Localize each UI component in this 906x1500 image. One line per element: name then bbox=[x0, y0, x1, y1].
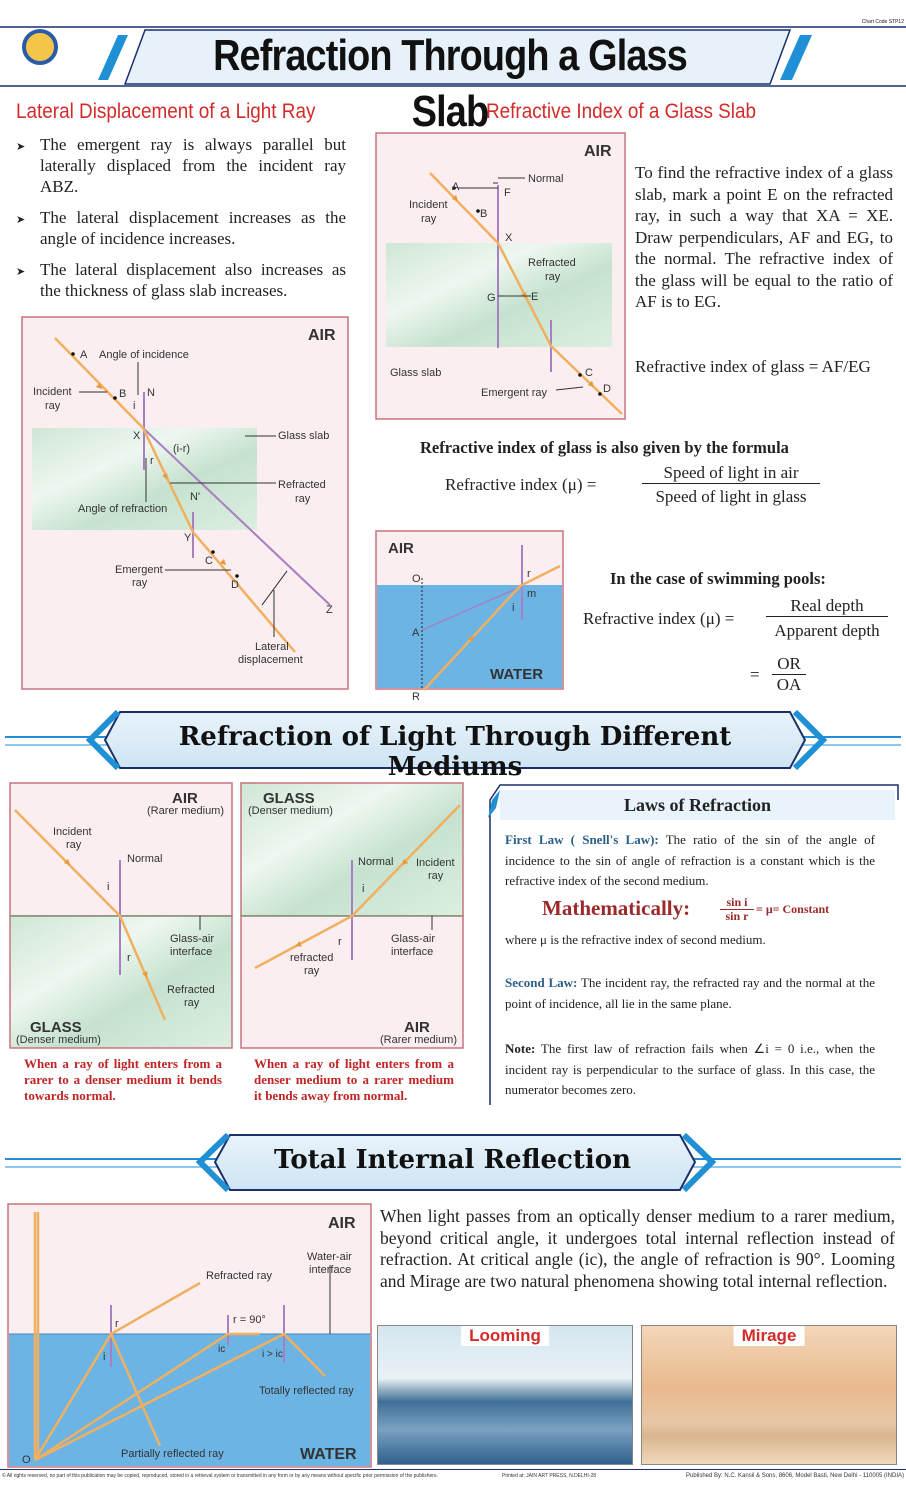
diagram-label: B bbox=[480, 208, 488, 220]
laws-title: Laws of Refraction bbox=[624, 795, 771, 815]
diagram-label: AIR bbox=[584, 143, 612, 160]
diagram-label: O bbox=[22, 1454, 31, 1466]
diagram-label: ray bbox=[66, 839, 82, 851]
diagram-label: ray bbox=[132, 577, 148, 589]
math-rhs: = μ= Constant bbox=[756, 902, 830, 916]
diagram-label: GLASS bbox=[263, 790, 315, 807]
diagram-label: displacement bbox=[238, 654, 303, 666]
diagram-label: GLASS bbox=[30, 1019, 82, 1036]
footer-published: Published By: N.C. Kansil & Sons, 8606, Model Basti, New Delhi - 110005 (INDIA) bbox=[686, 1473, 904, 1479]
denser-to-rarer-diagram bbox=[241, 783, 463, 1048]
diagram-label: X bbox=[133, 430, 141, 442]
refractive-paragraph: To find the refractive index of a glass slab, mark a point E on the refracted ray, in such a way that XA = XE. Draw perpendiculars, AF and EG, to the normal. The refractive index of the glass will be equal to the ratio of AF is to EG. bbox=[635, 163, 893, 311]
diagram-label: i bbox=[133, 400, 136, 412]
diagram-label: O bbox=[412, 573, 421, 585]
note: Note: The first law of refraction fails when ∠i = 0 i.e., when the incident ray is perpendicular to the surface of glass. In this case, the numerator becomes zero. bbox=[505, 1041, 875, 1097]
looming-label: Looming bbox=[461, 1326, 549, 1346]
diagram-label: Normal bbox=[358, 856, 394, 868]
formula-heading: Refractive index of glass is also given by the formula bbox=[420, 438, 789, 457]
right-caption: When a ray of light enters from a denser medium to a rarer medium it bends away from normal. bbox=[254, 1056, 454, 1103]
diagram-label: A bbox=[412, 627, 420, 639]
diagram-label: Incident bbox=[53, 826, 92, 838]
diagram-label: WATER bbox=[300, 1446, 357, 1463]
pool-numerator-2: OR bbox=[772, 654, 806, 675]
diagram-label: Refracted ray bbox=[206, 1270, 273, 1282]
pool-lhs: Refractive index (μ) = bbox=[583, 609, 735, 628]
diagram-label: R bbox=[412, 691, 420, 703]
footer-printed: Printed at: JAIN ART PRESS, N.DELHI-28 bbox=[502, 1473, 597, 1479]
diagram-label: AIR bbox=[172, 790, 198, 807]
mirage-label: Mirage bbox=[734, 1326, 805, 1346]
diagram-label: Glass-air bbox=[170, 933, 215, 945]
diagram-label: AIR bbox=[388, 540, 414, 557]
refractive-index-diagram bbox=[376, 133, 625, 419]
diagram-label: (Denser medium) bbox=[248, 805, 333, 817]
rarer-to-denser-diagram bbox=[10, 783, 232, 1048]
formula-denominator: Speed of light in glass bbox=[655, 487, 807, 506]
lateral-displacement-diagram bbox=[22, 317, 348, 689]
diagram-label: Emergent bbox=[115, 564, 163, 576]
diagram-label: Angle of refraction bbox=[78, 503, 168, 515]
diagram-label: i bbox=[512, 602, 515, 614]
pool-numerator: Real depth bbox=[766, 596, 888, 617]
diagram-label: i bbox=[362, 883, 365, 895]
diagram-label: interface bbox=[391, 946, 434, 958]
diagram-label: Partially reflected ray bbox=[121, 1448, 224, 1460]
chart-code: Chart Code STP12 bbox=[861, 19, 904, 25]
refractive-result: Refractive index of glass = AF/EG bbox=[635, 357, 871, 376]
diagram-label: refracted bbox=[290, 952, 334, 964]
diagram-label: Incident bbox=[409, 199, 448, 211]
diagram-label: Refracted bbox=[167, 984, 215, 996]
diagram-label: Water-air bbox=[307, 1251, 352, 1263]
diagram-label: r bbox=[338, 936, 342, 948]
diagram-label: AIR bbox=[404, 1019, 430, 1036]
refractive-heading: Refractive Index of a Glass Slab bbox=[486, 100, 756, 123]
tir-paragraph: When light passes from an optically denser medium to a rarer medium, beyond critical angle, it undergoes total internal reflection instead of refraction. At critical angle (ic), the angle of refraction is 90°. Looming and Mirage are two natural phenomena showing total internal reflection. bbox=[380, 1206, 895, 1291]
bullet: ➤ The lateral displacement increases as the angle of incidence increases. bbox=[16, 207, 346, 249]
diagram-label: ray bbox=[545, 271, 561, 283]
mirage-photo bbox=[641, 1325, 897, 1465]
looming-photo bbox=[377, 1325, 633, 1465]
diagram-label: r = 90° bbox=[233, 1314, 266, 1326]
diagram-label: ray bbox=[304, 965, 320, 977]
tir-banner-title: Total Internal Reflection bbox=[273, 1145, 632, 1175]
diagram-label: Emergent ray bbox=[481, 387, 548, 399]
diagram-label: r bbox=[127, 952, 131, 964]
diagram-label: C bbox=[205, 555, 213, 567]
diagram-label: Incident bbox=[33, 386, 72, 398]
diagram-label: ic bbox=[218, 1344, 226, 1355]
pool-eq: = bbox=[750, 665, 760, 684]
footer-rights: © All rights reserved, no part of this publication may be copied, reproduced, stored in a retrieval system or transmitted in any form or by any means without specific prior permission of the publishers. bbox=[2, 1473, 438, 1479]
diagram-label: Incident bbox=[416, 857, 455, 869]
page-title: Refraction Through a Glass Slab bbox=[213, 31, 687, 136]
diagram-label: Normal bbox=[528, 173, 564, 185]
diagram-label: Glass-air bbox=[391, 933, 436, 945]
left-caption: When a ray of light enters from a rarer to a denser medium it bends towards normal. bbox=[24, 1056, 222, 1103]
diagram-label: interface bbox=[170, 946, 213, 958]
diagram-label: N bbox=[147, 387, 155, 399]
diagram-label: i bbox=[107, 881, 110, 893]
diagram-label: B bbox=[119, 388, 127, 400]
formula-numerator: Speed of light in air bbox=[642, 463, 820, 484]
pool-heading: In the case of swimming pools: bbox=[610, 569, 826, 588]
lateral-bullets bbox=[16, 134, 346, 311]
publisher-logo bbox=[24, 31, 56, 63]
diagram-label: E bbox=[531, 291, 539, 303]
math-den: sin r bbox=[725, 909, 749, 923]
diagram-label: ray bbox=[45, 400, 61, 412]
diagram-label: G bbox=[487, 292, 496, 304]
diagram-label: ray bbox=[295, 493, 311, 505]
first-law: First Law ( Snell's Law): The ratio of the sin of the angle of incidence to the sin of angle of refraction is a constant which is the refractive index of the second medium. bbox=[505, 832, 875, 888]
swimming-pool-diagram bbox=[376, 531, 563, 703]
diagram-label: Angle of incidence bbox=[99, 349, 189, 361]
diagram-label: C bbox=[585, 367, 593, 379]
diagram-label: ray bbox=[421, 213, 437, 225]
diagram-label: m bbox=[527, 588, 537, 600]
diagram-label: Refracted bbox=[528, 257, 576, 269]
diagram-label: Glass slab bbox=[390, 367, 442, 379]
diagram-label: Lateral bbox=[255, 641, 289, 653]
diagram-label: WATER bbox=[490, 666, 544, 683]
diagram-label: Normal bbox=[127, 853, 163, 865]
diagram-label: interface bbox=[309, 1264, 352, 1276]
diagram-label: A bbox=[80, 349, 88, 361]
diagram-label: X bbox=[505, 232, 513, 244]
diagram-label: r bbox=[115, 1318, 119, 1330]
mediums-banner-title: Refraction of Light Through Different Mediums bbox=[178, 722, 732, 782]
pool-denominator: Apparent depth bbox=[774, 621, 880, 640]
diagram-label: i bbox=[103, 1351, 106, 1363]
diagram-label: ray bbox=[428, 870, 444, 882]
second-law: Second Law: The incident ray, the refracted ray and the normal at the point of incidence, all lie in the same plane. bbox=[505, 975, 875, 1011]
bullet: ➤ The emergent ray is always parallel but laterally displaced from the incident ray ABZ. bbox=[16, 134, 346, 197]
tir-diagram bbox=[8, 1204, 371, 1467]
formula-lhs: Refractive index (μ) = bbox=[445, 475, 597, 494]
bullet: ➤ The lateral displacement also increases as the thickness of glass slab increases. bbox=[16, 259, 346, 301]
diagram-label: i > ic bbox=[262, 1349, 283, 1360]
diagram-label: Y bbox=[184, 532, 192, 544]
pool-denominator-2: OA bbox=[776, 675, 802, 694]
label-air: AIR bbox=[308, 327, 336, 344]
diagram-label: AIR bbox=[328, 1215, 356, 1232]
diagram-label: Z bbox=[326, 604, 333, 616]
diagram-label: r bbox=[150, 455, 154, 467]
diagram-label: Refracted bbox=[278, 479, 326, 491]
diagram-label: r bbox=[527, 568, 531, 580]
diagram-label: A bbox=[452, 181, 460, 193]
math-num: sin i bbox=[720, 896, 754, 910]
diagram-label: (Rarer medium) bbox=[147, 805, 225, 817]
footer-divider bbox=[0, 1469, 906, 1470]
diagram-label: Totally reflected ray bbox=[259, 1385, 354, 1397]
diagram-label: ray bbox=[184, 997, 200, 1009]
diagram-label: N' bbox=[190, 491, 201, 503]
diagram-label: (Rarer medium) bbox=[380, 1034, 458, 1046]
diagram-label: F bbox=[504, 187, 511, 199]
diagram-label: Glass slab bbox=[278, 430, 330, 442]
diagram-label: D bbox=[231, 579, 239, 591]
diagram-label: D bbox=[603, 383, 611, 395]
lateral-heading: Lateral Displacement of a Light Ray bbox=[16, 100, 316, 123]
diagram-label: (Denser medium) bbox=[16, 1034, 101, 1046]
diagram-label: (i-r) bbox=[173, 443, 191, 455]
where-text: where μ is the refractive index of second medium. bbox=[505, 932, 766, 947]
math-label: Mathematically: bbox=[542, 896, 691, 920]
